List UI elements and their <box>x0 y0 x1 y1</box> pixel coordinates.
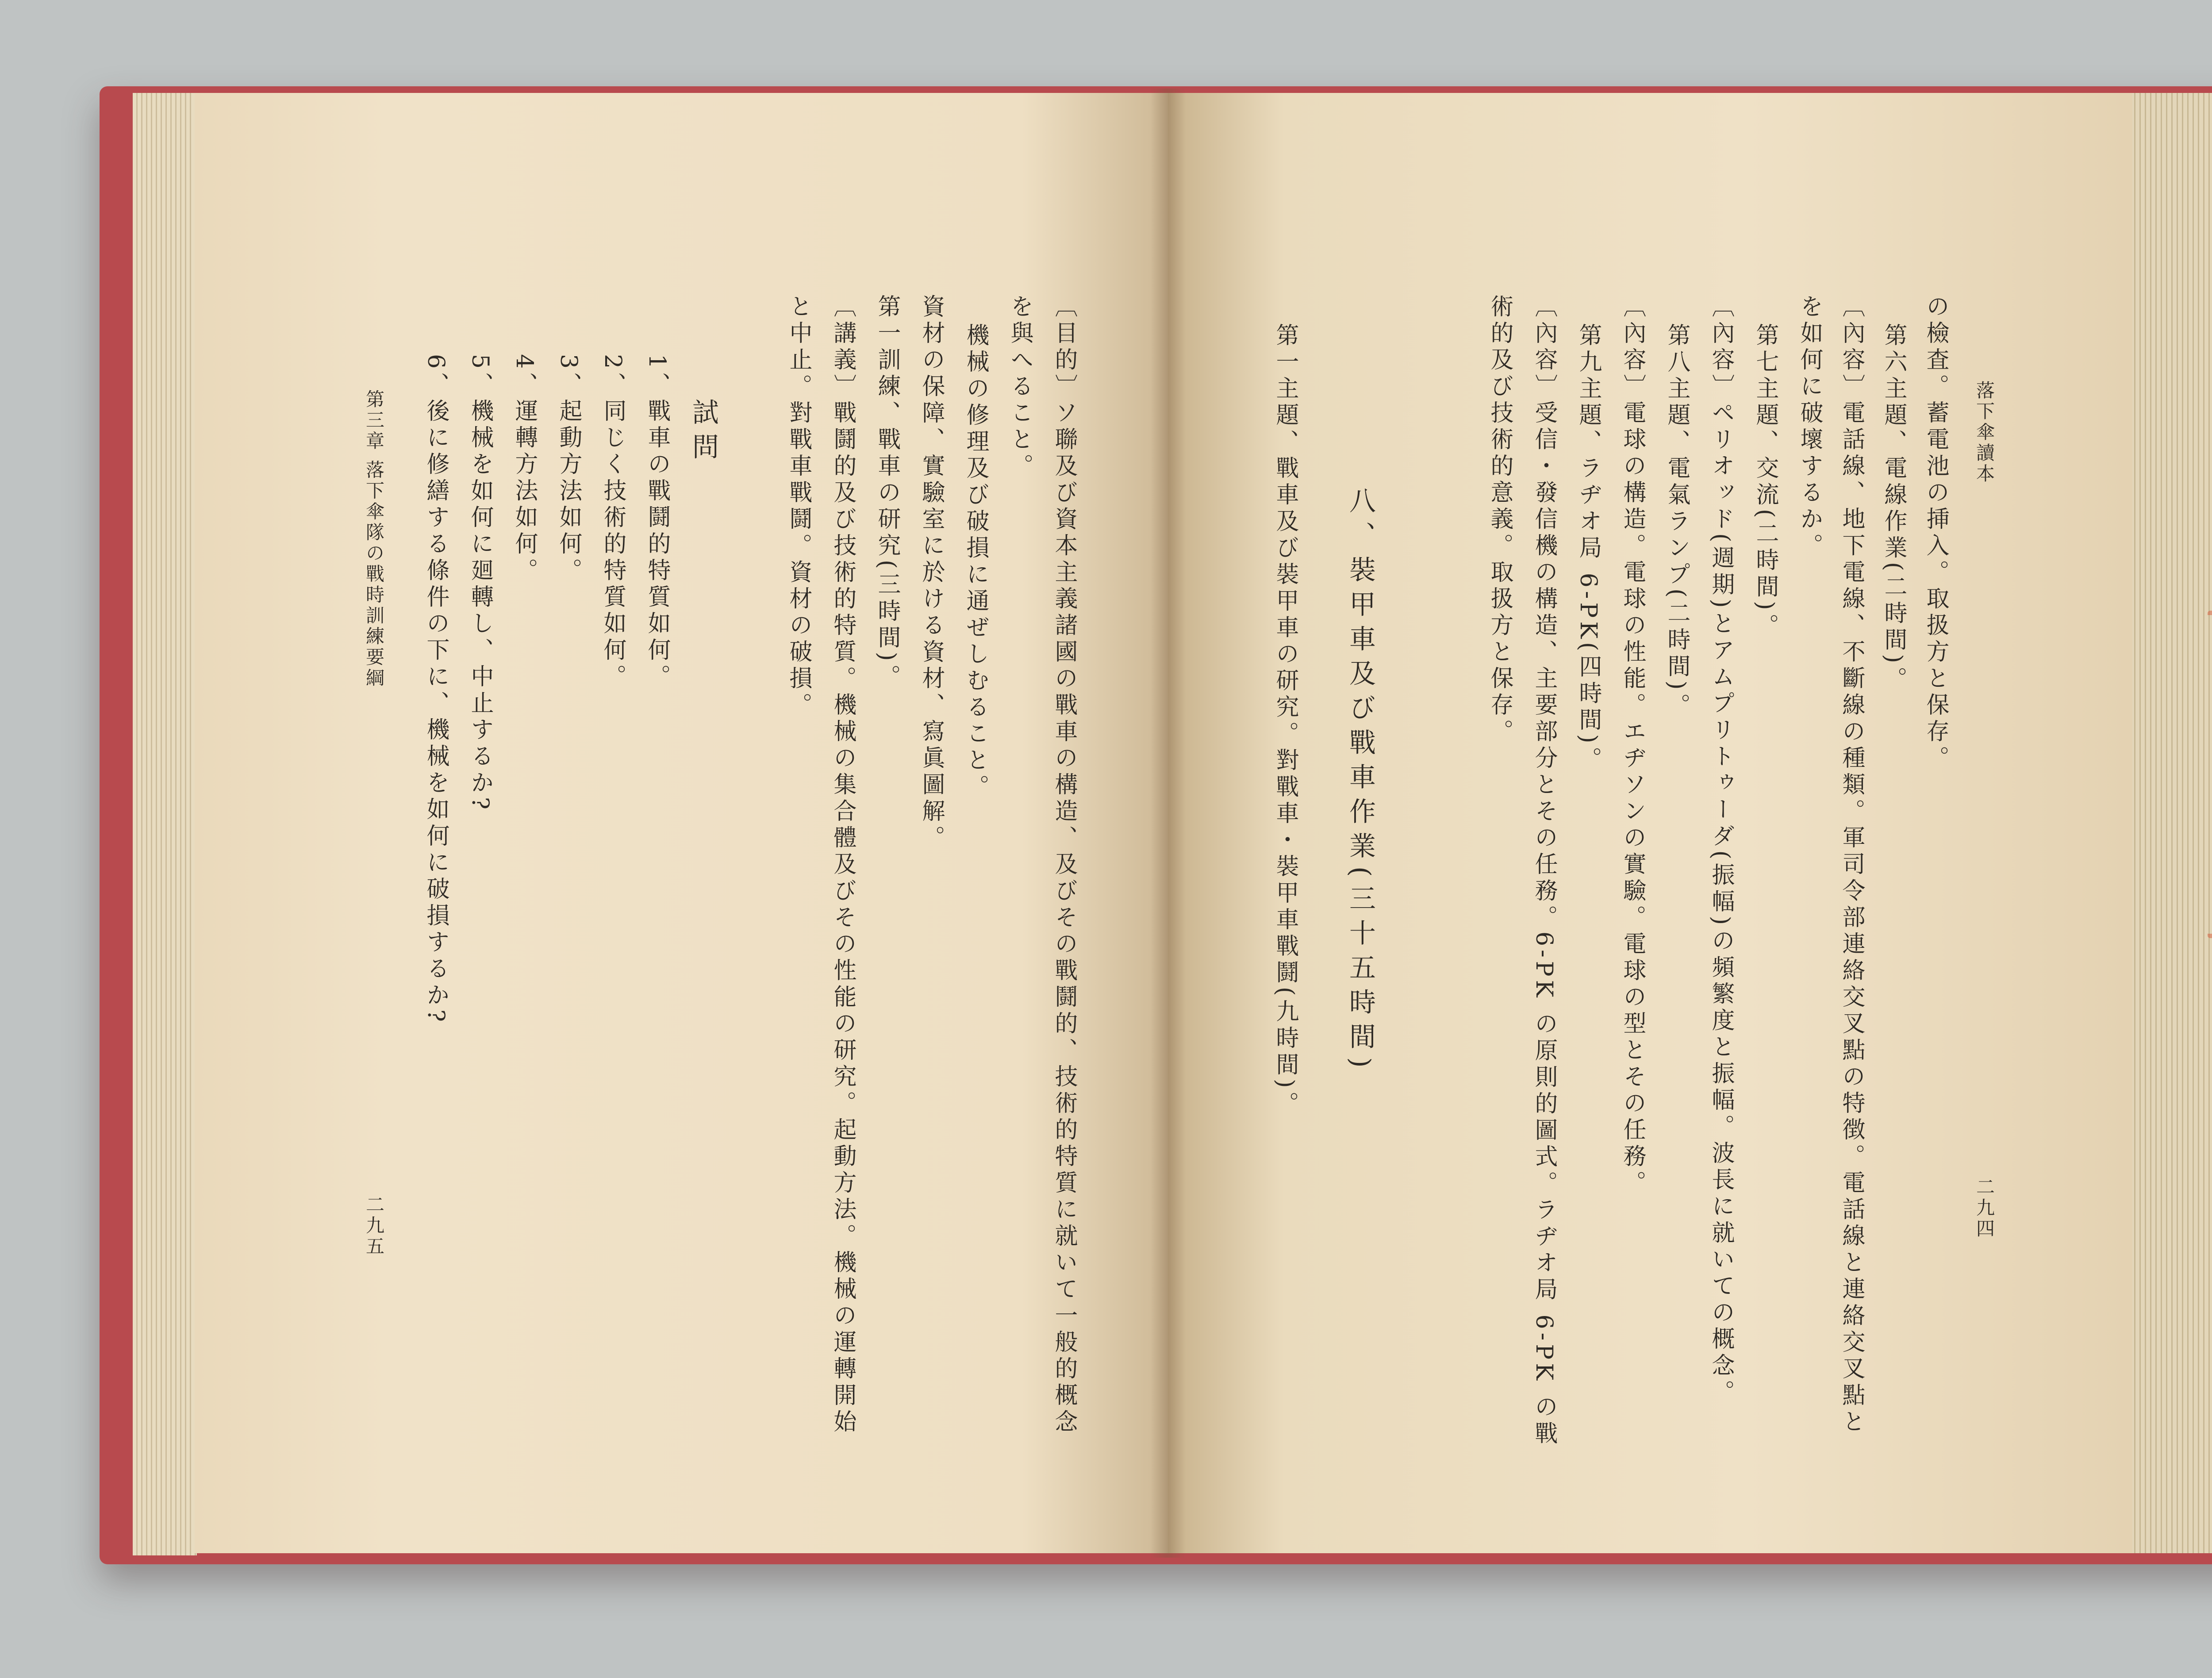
text-column: 機械の修理及び破損に通ぜしむること。 <box>962 323 989 801</box>
chapter-footer: 第三章 落下傘隊の戰時訓練要綱 <box>363 389 385 689</box>
exam-question: 5、機械を如何に廻轉し、中止するか? <box>467 354 493 813</box>
text-column: の檢査。蓄電池の挿入。取扱方と保存。 <box>1922 294 1949 772</box>
right-page <box>1168 93 2132 1553</box>
text-column: 第七主題、交流(二時間)。 <box>1752 323 1778 640</box>
exam-question: 6、後に修繕する條件の下に、機械を如何に破損するか? <box>422 354 449 1025</box>
text-column: 第一訓練、戰車の研究(三時間)。 <box>874 294 900 691</box>
text-column: 第九主題、ラヂオ局 6-PK(四時間)。 <box>1575 323 1601 774</box>
text-column: を如何に破壞するか。 <box>1796 294 1823 560</box>
text-column: 〔講義〕戰鬪的及び技術的特質。機械の集合體及びその性能の研究。起動方法。機械の運轉開始 <box>830 294 856 1436</box>
text-column: 〔內容〕ペリオッド(週期)とアムプリトゥーダ(振幅)の頻繁度と振幅。波長に就いての概念。 <box>1708 294 1734 1407</box>
exam-heading: 試問 <box>688 398 719 467</box>
exam-question: 2、同じく技術的特質如何。 <box>599 354 626 691</box>
running-head: 落下傘讀本 <box>1974 381 1995 485</box>
text-column: 〔內容〕電球の構造。電球の性能。エヂソンの實驗。電球の型とその任務。 <box>1619 294 1646 1197</box>
page-number-right: 二九四 <box>1974 1177 1995 1239</box>
text-column: を與へること。 <box>1006 294 1033 480</box>
book-gutter <box>1150 89 1186 1558</box>
text-column: 〔目的〕ソ聯及び資本主義諸國の戰車の構造、及びその戰鬪的、技術的特質に就いて一般的概念 <box>1051 294 1077 1436</box>
exam-question: 1、戰車の戰鬪的特質如何。 <box>644 354 670 691</box>
text-column: 術的及び技術的意義。取扱方と保存。 <box>1486 294 1513 746</box>
exam-question: 4、運轉方法如何。 <box>511 354 538 585</box>
page-edges-left <box>133 93 197 1555</box>
text-column: 第八主題、電氣ランプ(二時間)。 <box>1663 323 1690 720</box>
exam-question: 3、起動方法如何。 <box>555 354 582 585</box>
text-column: 第一主題、戰車及び裝甲車の研究。對戰車・裝甲車戰鬪(九時間)。 <box>1272 323 1298 1118</box>
section-heading: 八、裝甲車及び戰車作業(三十五時間) <box>1345 487 1376 1076</box>
red-stamp <box>2208 611 2212 938</box>
page-edges-right <box>2130 93 2212 1553</box>
text-column: 〔內容〕電話線、地下電線、不斷線の種類。軍司令部連絡交叉點の特徴。電話線と連絡交叉點と <box>1838 294 1865 1436</box>
text-column: 〔內容〕受信・發信機の構造、主要部分とその任務。6-PK の原則的圖式。ラヂオ局 6-PK の戰 <box>1531 294 1557 1448</box>
page-number-left: 二九五 <box>363 1195 385 1257</box>
text-column: 第六主題、電線作業(二時間)。 <box>1880 323 1907 693</box>
text-column: と中止。對戰車戰鬪。資材の破損。 <box>785 294 812 719</box>
text-column: 資材の保障、實驗室に於ける資材、寫眞圖解。 <box>918 294 945 852</box>
